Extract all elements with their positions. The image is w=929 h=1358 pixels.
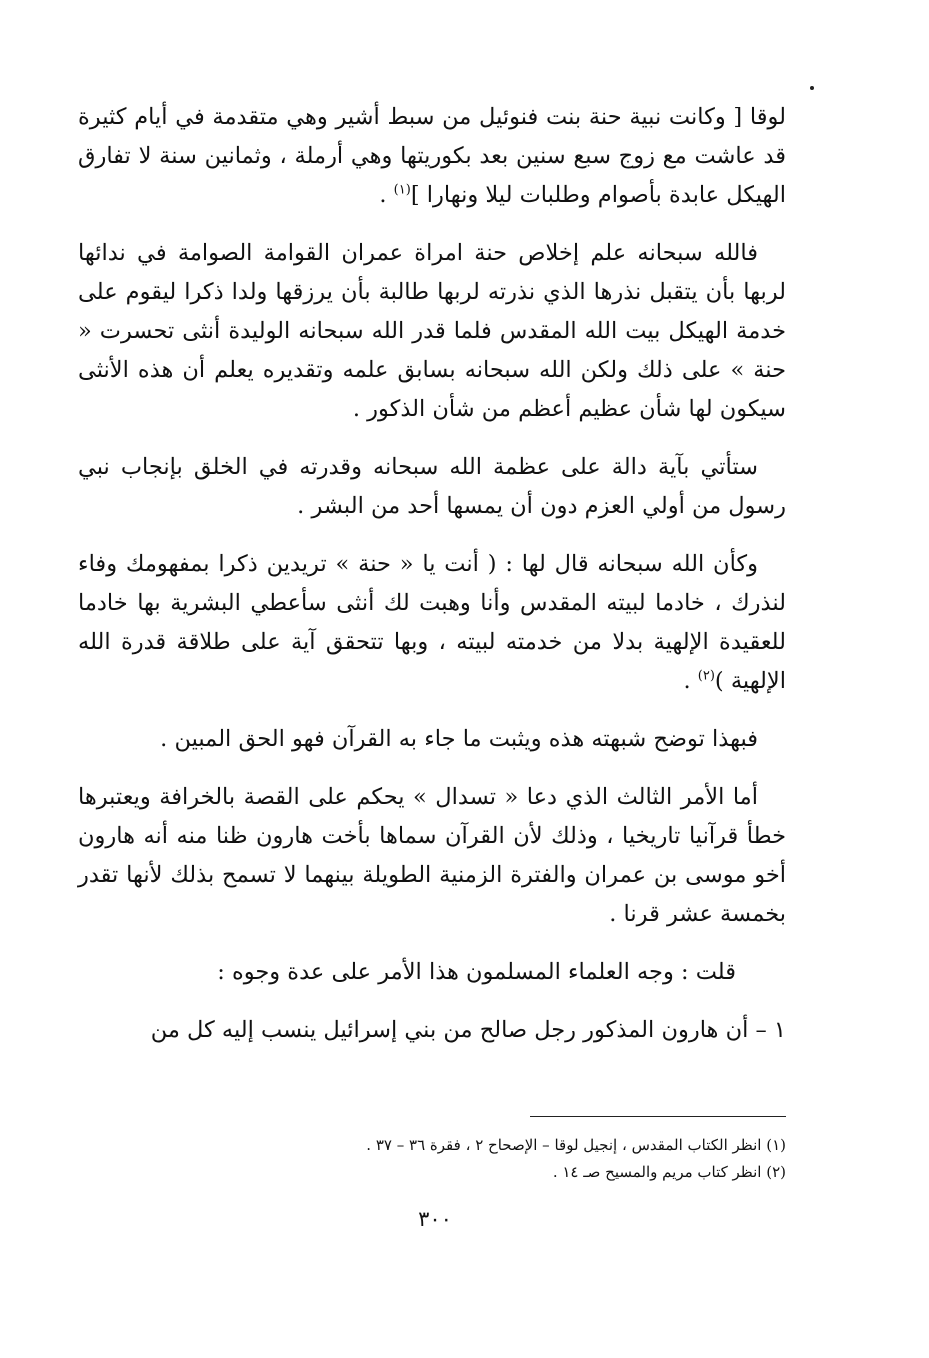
- footnote-2: (٢) انظر كتاب مريم والمسيح صـ ١٤ .: [552, 1163, 786, 1181]
- paragraph-tail: .: [683, 668, 698, 694]
- paragraph-text: وكأن الله سبحانه قال لها : ( أنت يا « حنة » تريدين ذكرا بمفهومك وفاء لنذرك ، خادما لبيته المقدس وأنا وهبت لك أنثى سأعطي البشرية بها خادما للعقيدة الإلهية بدلا من خدمته لبيته ، وبها تتحقق آية على طلاقة قدرة الله الإلهية ): [78, 551, 786, 694]
- footnotes: [200, 1132, 786, 1186]
- footnote-marker-2[interactable]: (٢): [697, 668, 715, 684]
- paragraph-text: قلت : وجه العلماء المسلمون هذا الأمر على عدة وجوه :: [217, 959, 736, 985]
- paragraph-tail: .: [379, 182, 394, 208]
- paragraph-divine-speech: [78, 545, 786, 701]
- paragraph-text: ستأتي بآية دالة على عظمة الله سبحانه وقدرته في الخلق بإنجاب نبي رسول من أولي العزم دون أن يمسها أحد من البشر .: [78, 454, 786, 519]
- paragraph-hannah-vow: [78, 234, 786, 429]
- paragraph-conclusion: [78, 720, 786, 759]
- paragraph-text: فبهذا توضح شبهته هذه ويثبت ما جاء به القرآن فهو الحق المبين .: [160, 726, 758, 752]
- paragraph-text: أما الأمر الثالث الذي دعا « تسدال » يحكم على القصة بالخرافة ويعتبرها خطأ قرآنيا تاريخيا ، وذلك لأن القرآن سماها بأخت هارون ظنا منه أنه هارون أخو موسى بن عمران والفترة الزمنية الطويلة بينهما لا تسمح بذلك لأنها تقدر بخمسة عشر قرنا .: [78, 784, 786, 927]
- footnote-divider: [530, 1116, 786, 1117]
- footnote-1: (١) انظر الكتاب المقدس ، إنجيل لوقا – الإصحاح ٢ ، فقرة ٣٦ – ٣٧ .: [366, 1136, 786, 1154]
- footnote-marker-1[interactable]: (١): [393, 182, 411, 198]
- paragraph-scholars: [78, 953, 786, 992]
- scan-speck: [810, 86, 814, 90]
- paragraph-text: لوقا [ وكانت نبية حنة بنت فنوئيل من سبط أشير وهي متقدمة في أيام كثيرة قد عاشت مع زوج سبع سنين بعد بكوريتها وهي أرملة ، وثمانين سنة لا تفارق الهيكل عابدة بأصوام وطلبات ليلا ونهارا ]: [78, 104, 786, 208]
- paragraph-sign: [78, 448, 786, 526]
- paragraph-third-matter: [78, 778, 786, 934]
- paragraph-text: ١ – أن هارون المذكور رجل صالح من بني إسرائيل ينسب إليه كل من: [150, 1017, 786, 1043]
- page-number: ٣٠٠: [418, 1207, 452, 1231]
- paragraph-text: فالله سبحانه علم إخلاص حنة امراة عمران القوامة الصوامة في ندائها لربها بأن يتقبل نذرها الذي نذرته لربها طالبة بأن يرزقها ولدا ذكرا ليقوم على خدمة الهيكل بيت الله المقدس فلما قدر الله سبحانه الوليدة أنثى تحسرت « حنة » على ذلك ولكن الله سبحانه بسابق علمه وتقديره يعلم أن هذه الأنثى سيكون لها شأن عظيم أعظم من شأن الذكور .: [78, 240, 786, 422]
- paragraph-luke-quote: [78, 98, 786, 215]
- body-text: [78, 98, 786, 1069]
- list-item-1: [78, 1011, 786, 1050]
